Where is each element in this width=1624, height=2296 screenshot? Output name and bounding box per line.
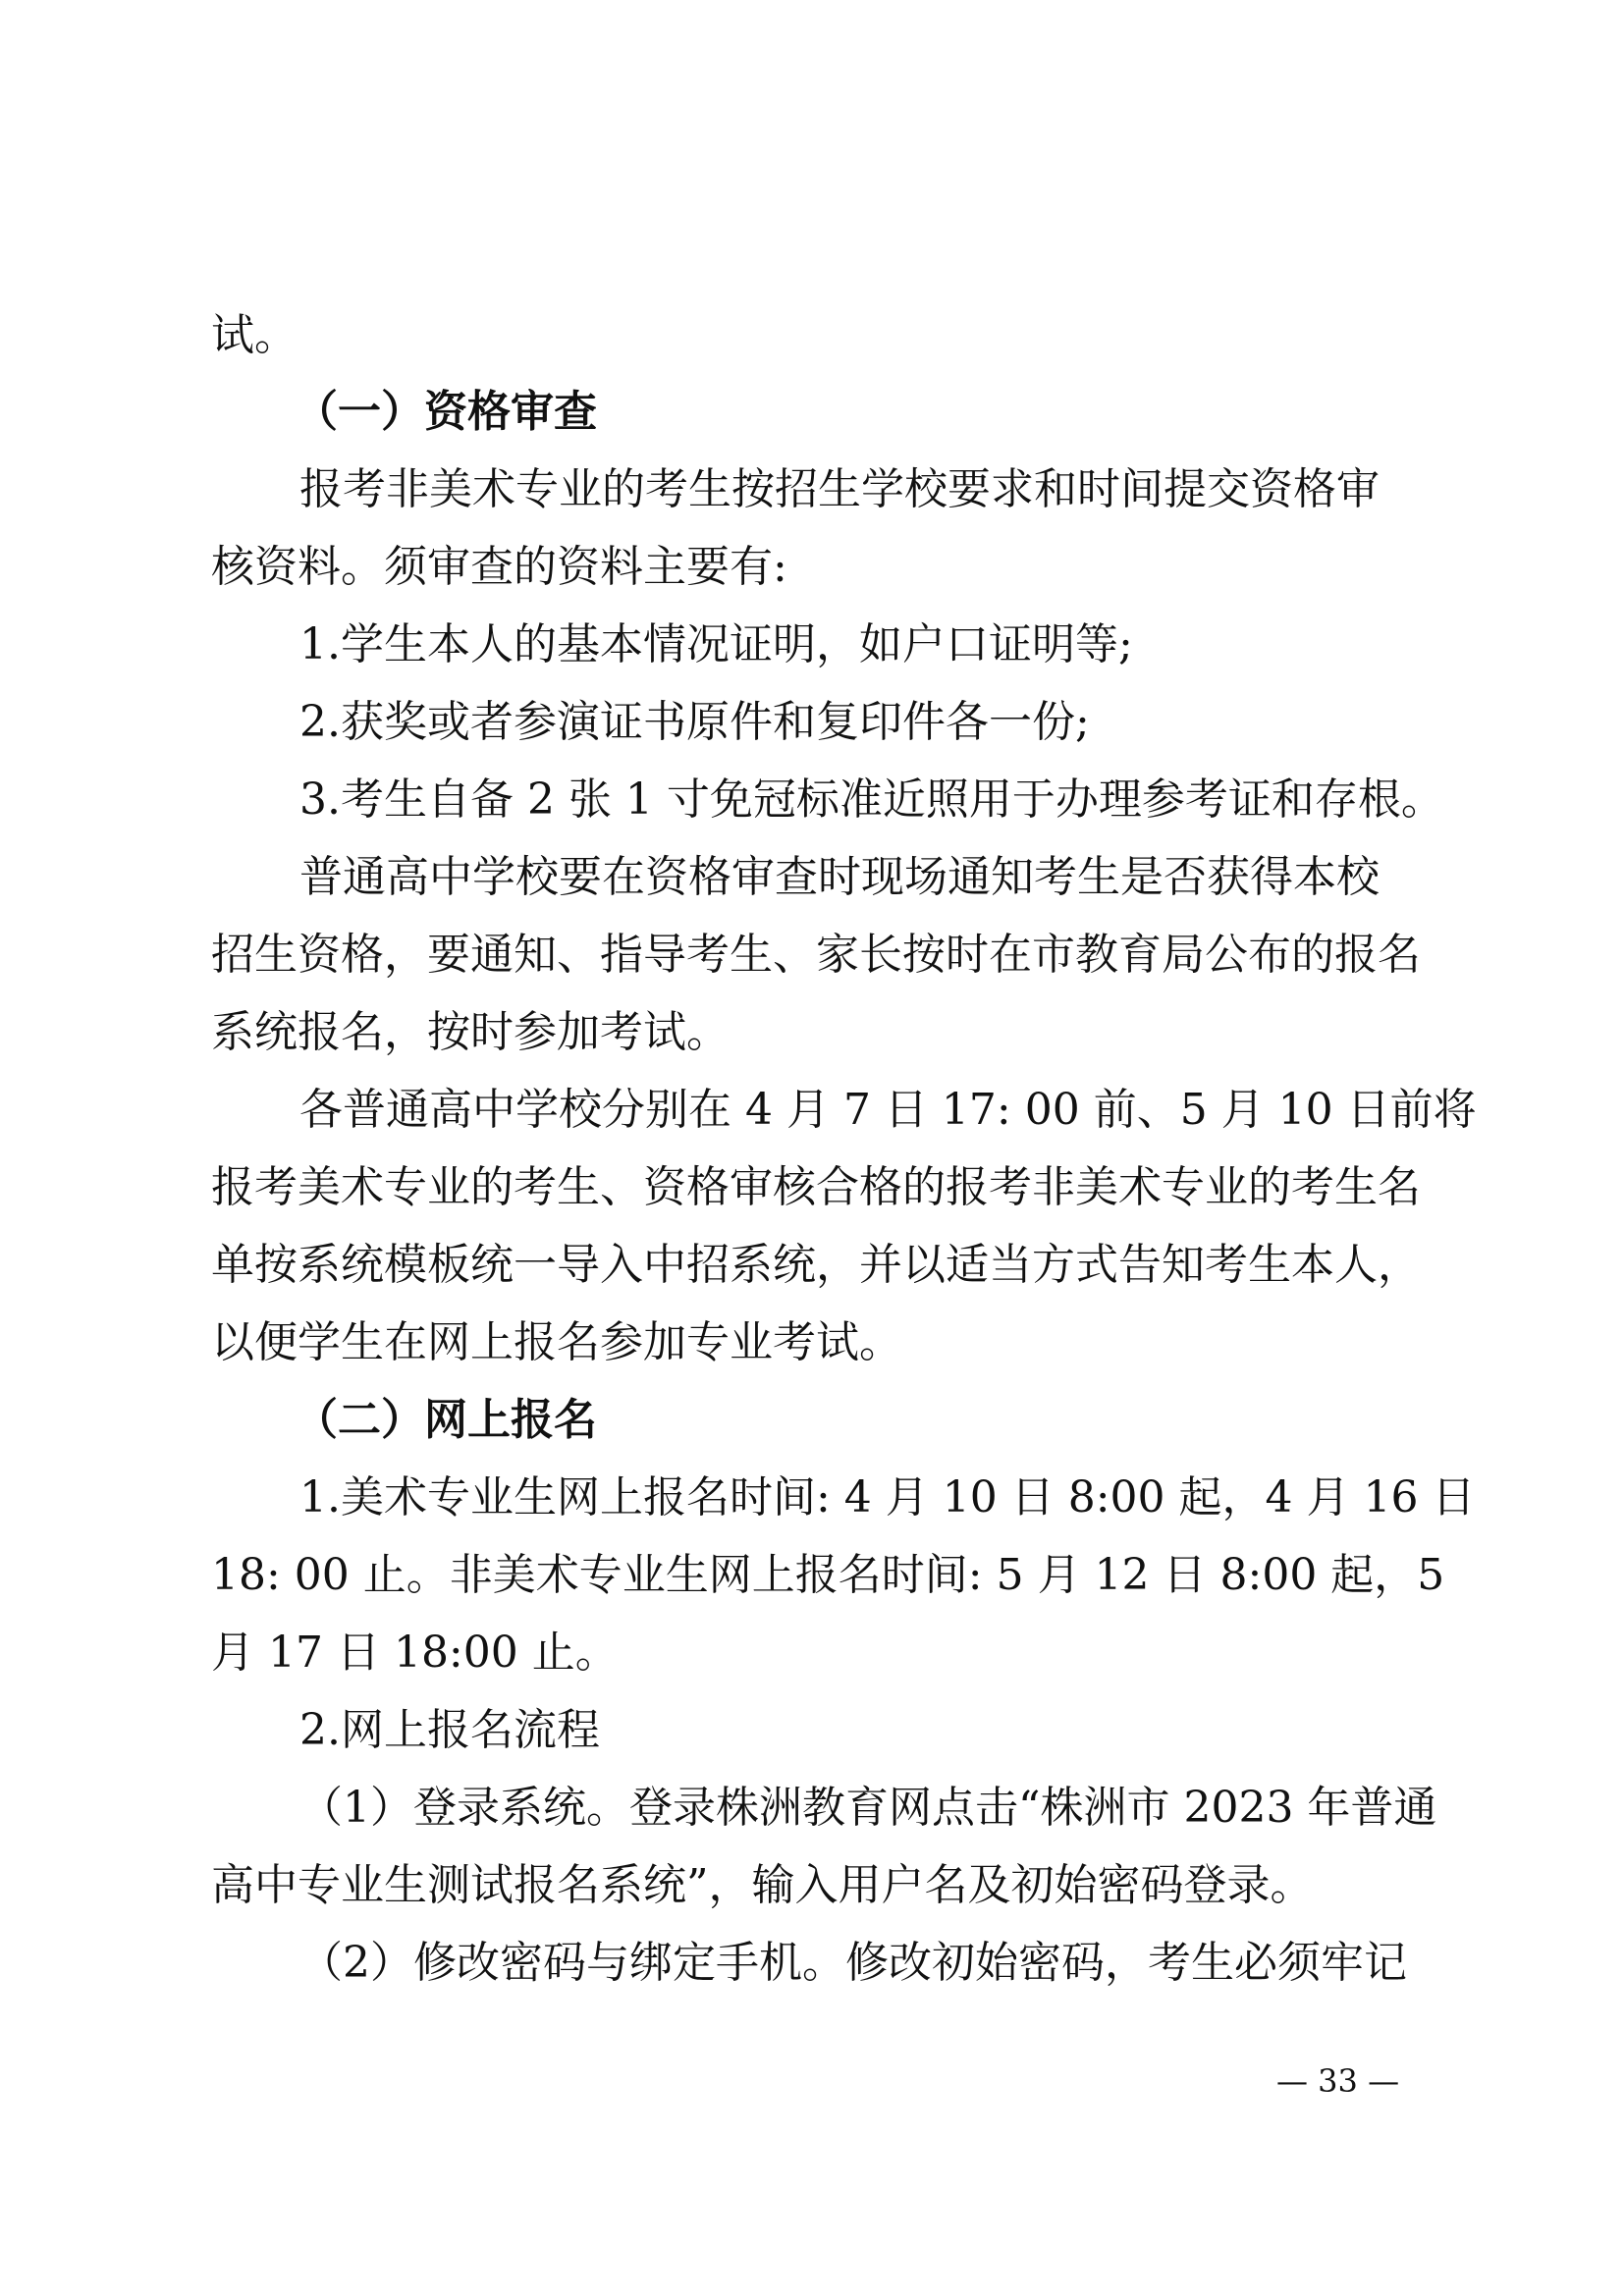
text-line: 2.获奖或者参演证书原件和复印件各一份; xyxy=(299,697,1090,747)
text-line: 1.美术专业生网上报名时间: 4 月 10 日 8:00 起，4 月 16 日 xyxy=(299,1472,1476,1522)
text-line: 报考美术专业的考生、资格审核合格的报考非美术专业的考生名 xyxy=(211,1162,1421,1212)
text-line: 2.网上报名流程 xyxy=(299,1705,600,1755)
text-line: 各普通高中学校分别在 4 月 7 日 17: 00 前、5 月 10 日前将 xyxy=(299,1085,1477,1135)
text-line: 试。 xyxy=(211,310,298,360)
page-number: — 33 — xyxy=(1276,2062,1400,2100)
text-line: 高中专业生测试报名系统”，输入用户名及初始密码登录。 xyxy=(211,1860,1314,1910)
text-line: 招生资格，要通知、指导考生、家长按时在市教育局公布的报名 xyxy=(211,930,1421,980)
text-line: 报考非美术专业的考生按招生学校要求和时间提交资格审 xyxy=(299,464,1380,514)
text-line: 普通高中学校要在资格审查时现场通知考生是否获得本校 xyxy=(299,852,1380,902)
text-line: 系统报名，按时参加考试。 xyxy=(211,1007,730,1057)
text-line: 核资料。须审查的资料主要有: xyxy=(211,542,787,592)
text-line: （2）修改密码与绑定手机。修改初始密码，考生必须牢记 xyxy=(299,1938,1407,1988)
text-line: （1）登录系统。登录株洲教育网点击“株洲市 2023 年普通 xyxy=(299,1783,1437,1833)
text-line: 1.学生本人的基本情况证明，如户口证明等; xyxy=(299,619,1133,669)
section-heading: （一）资格审查 xyxy=(295,387,597,437)
text-line: 3.考生自备 2 张 1 寸免冠标准近照用于办理参考证和存根。 xyxy=(299,774,1444,825)
text-line: 以便学生在网上报名参加专业考试。 xyxy=(211,1317,902,1367)
text-line: 单按系统模板统一导入中招系统，并以适当方式告知考生本人， xyxy=(211,1240,1421,1290)
text-line: 月 17 日 18:00 止。 xyxy=(211,1628,619,1678)
section-heading: （二）网上报名 xyxy=(295,1395,597,1445)
text-line: 18: 00 止。非美术专业生网上报名时间: 5 月 12 日 8:00 起，5 xyxy=(211,1550,1445,1600)
